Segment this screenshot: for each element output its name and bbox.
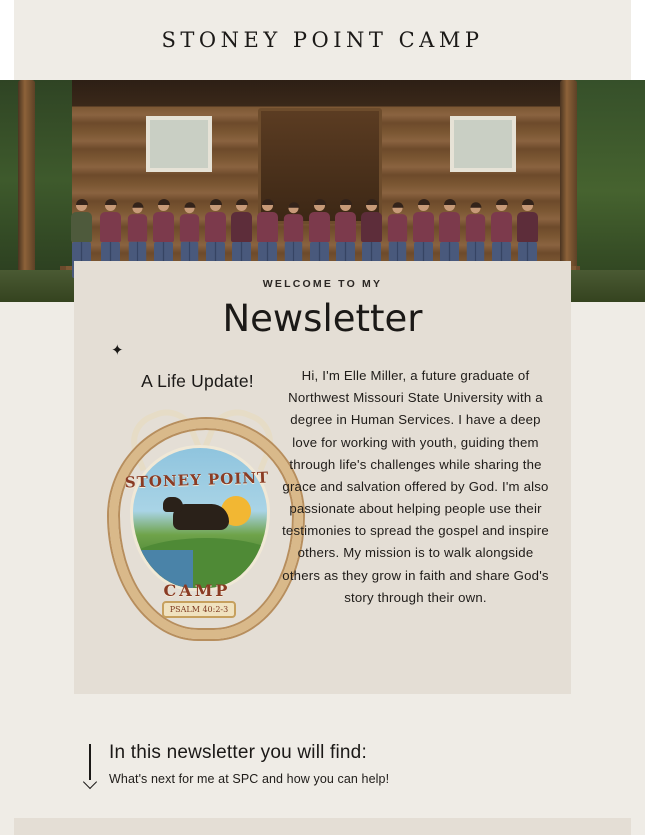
forest-right bbox=[575, 80, 645, 302]
contents-subheading: What's next for me at SPC and how you can help! bbox=[109, 772, 390, 786]
logo-verse: PSALM 40:2-3 bbox=[162, 601, 236, 618]
page-title: STONEY POINT CAMP bbox=[161, 28, 484, 52]
logo-text-bottom: CAMP bbox=[163, 581, 231, 600]
contents-heading: In this newsletter you will find: bbox=[109, 742, 367, 763]
life-update-heading: A Life Update! bbox=[141, 371, 254, 391]
bottom-section bbox=[0, 694, 645, 835]
intro-paragraph: Hi, I'm Elle Miller, a future graduate of Northwest Missouri State University with a degree in Human Services. I have a deep love for working with youth, guiding them through life's challenges while sharing the grace and salvation offered by God. I'm also passionate about helping people use their testimonies to spread the gospel and inspire others. My mission is to walk alongside others as they grow in faith and share God's story through their own. bbox=[282, 368, 549, 605]
staff-group bbox=[70, 146, 540, 278]
newsletter-header bbox=[14, 0, 631, 80]
welcome-kicker: WELCOME TO MY bbox=[262, 278, 383, 290]
footer-strip bbox=[14, 818, 631, 835]
logo-text-top: STONEY POINT bbox=[124, 468, 270, 492]
page-edge-right bbox=[631, 0, 645, 80]
arrow-down-icon bbox=[83, 744, 97, 788]
camp-logo bbox=[99, 405, 295, 635]
porch-post-left bbox=[18, 80, 35, 302]
bear-icon bbox=[173, 504, 229, 530]
page-edge-left bbox=[0, 0, 14, 80]
sparkle-icon: ✦ bbox=[111, 342, 124, 359]
card-body bbox=[74, 342, 571, 694]
newsletter-card bbox=[74, 261, 571, 694]
newsletter-title: Newsletter bbox=[222, 297, 423, 340]
logo-scene bbox=[130, 445, 270, 591]
